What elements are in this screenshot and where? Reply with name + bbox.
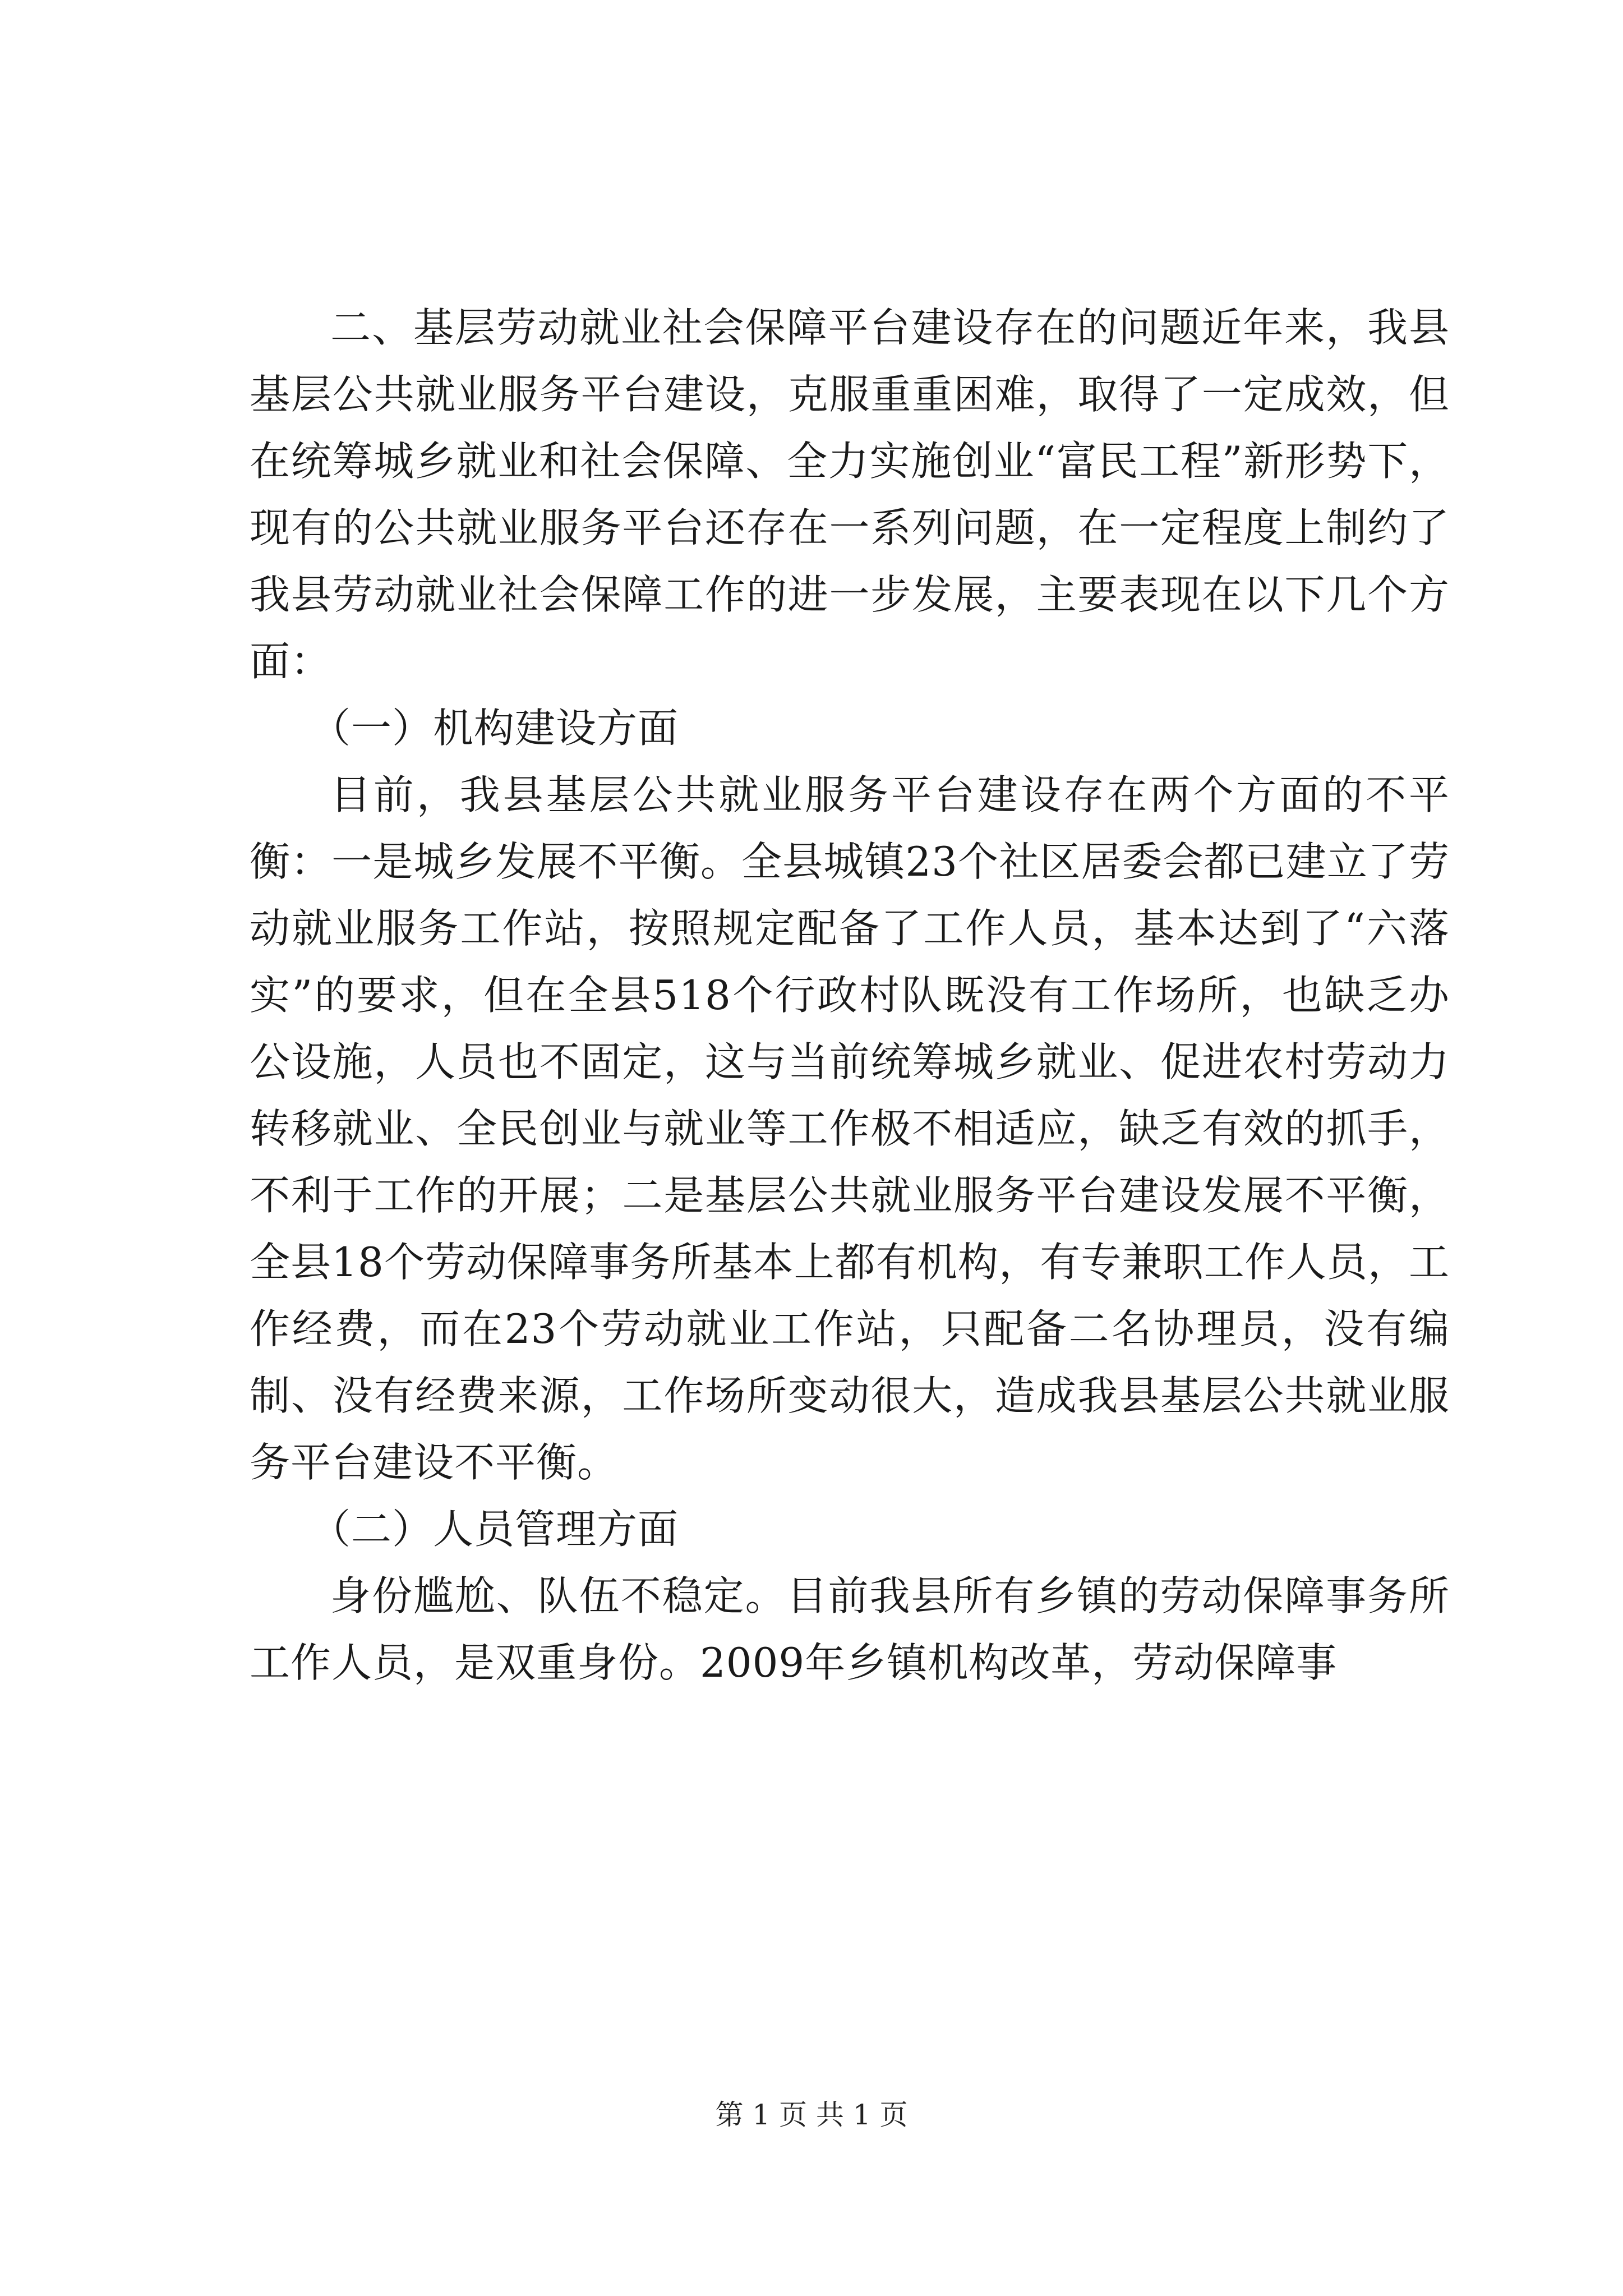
paragraph-intro: 二、基层劳动就业社会保障平台建设存在的问题近年来，我县基层公共就业服务平台建设，克服重重困难，取得了一定成效，但在统筹城乡就业和社会保障、全力实施创业“富民工程”新形势下，现有的公共就业服务平台还存在一系列问题，在一定程度上制约了我县劳动就业社会保障工作的进一步发展，主要表现在以下几个方面： bbox=[250, 304, 1450, 685]
paragraph-institution: 目前，我县基层公共就业服务平台建设存在两个方面的不平衡：一是城乡发展不平衡。全县城镇23个社区居委会都已建立了劳动就业服务工作站，按照规定配备了工作人员，基本达到了“六落实”的要求，但在全县518个行政村队既没有工作场所，也缺乏办公设施，人员也不固定，这与当前统筹城乡就业、促进农村劳动力转移就业、全民创业与就业等工作极不相适应，缺乏有效的抓手，不利于工作的开展；二是基层公共就业服务平台建设发展不平衡，全县18个劳动保障事务所基本上都有机构，有专兼职工作人员，工作经费，而在23个劳动就业工作站，只配备二名协理员，没有编制、没有经费来源，工作场所变动很大，造成我县基层公共就业服务平台建设不平衡。 bbox=[250, 771, 1450, 1486]
section-heading-institution: （一）机构建设方面 bbox=[310, 705, 679, 752]
paragraph-personnel: 身份尴尬、队伍不稳定。目前我县所有乡镇的劳动保障事务所工作人员，是双重身份。2009年乡镇机构改革，劳动保障事 bbox=[250, 1572, 1450, 1686]
document-body bbox=[250, 295, 1450, 1696]
page-footer: 第 1 页 共 1 页 bbox=[715, 2099, 908, 2131]
section-heading-personnel: （二）人员管理方面 bbox=[310, 1506, 679, 1553]
